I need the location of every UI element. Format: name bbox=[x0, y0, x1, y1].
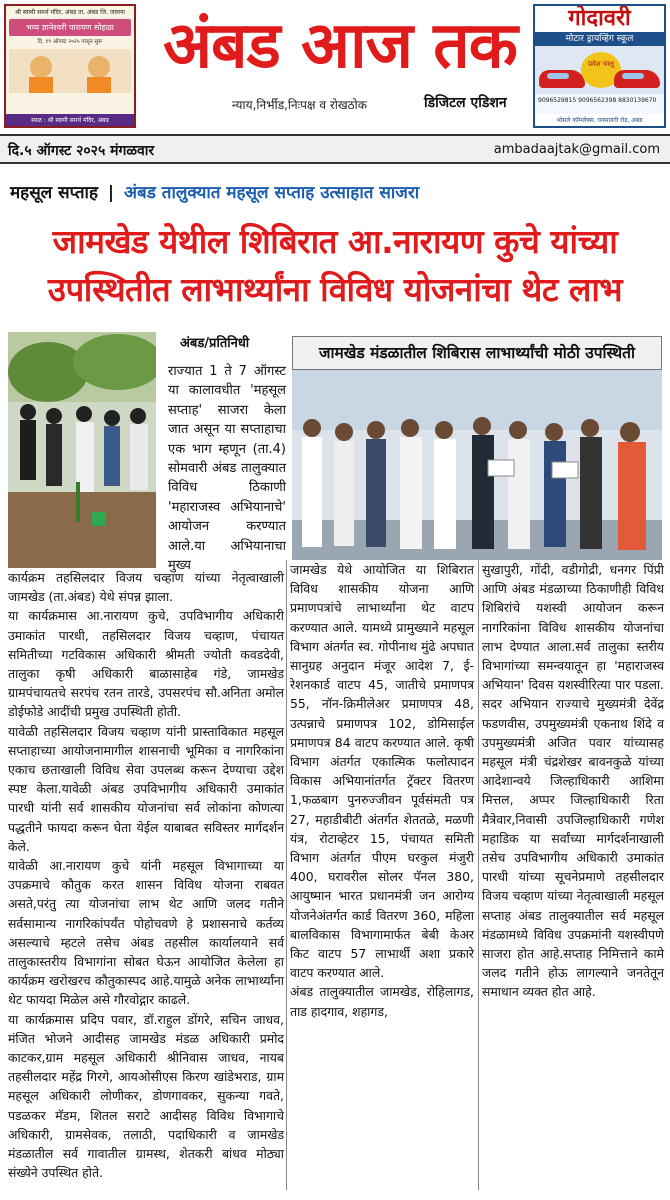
article-intro: राज्यात 1 ते 7 ऑगस्ट या कालावधीत 'महसूल सप्ताह' साजरा केला जात असून या सप्ताहाचा एक भाग म्हणून (ता.4) सोमवारी अंबड तालुक्यात विविध ठिकाणी 'महाराजस्व अभियानाचे' आयोजन करण्यात आले.या अभियानाचा मुख्य bbox=[168, 364, 286, 574]
article-column-middle bbox=[290, 560, 474, 1021]
right-ad-subtitle: मोटार ड्रायव्हिंग स्कूल bbox=[535, 32, 664, 46]
headline-line-1: जामखेड येथील शिबिरात आ.नारायण कुचे यांच्या bbox=[52, 222, 618, 261]
kicker-label: महसूल सप्ताह bbox=[10, 183, 98, 203]
article-paragraph: जामखेड येथे आयोजित या शिबिरात विविध शासकीय योजना आणि प्रमाणपत्रांचे लाभार्थ्यांना थेट वाटप करण्यात आले. यामध्ये प्रामुख्याने महसूल विभाग अंतर्गत स्व. गोपीनाथ मुंढे अपघात सानुग्रह अनुदान मंजूर आदेश 7, ई-रेशनकार्ड वाटप 45, जातीचे प्रमाणपत्र 55, नॉन-क्रिमीलेअर प्रमाणपत्र 48, उत्पन्नाचे प्रमाणपत्र 102, डोमिसाईल प्रमाणपत्र 84 वाटप करण्यात आले. कृषी विभाग अंतर्गत एकात्मिक फलोत्पादन विकास अभियानांतर्गत ट्रॅक्टर वितरण 1,फळबाग पुनरुज्जीवन पूर्वसंमती पत्र 27, महाडीबीटी अंतर्गत शेततळे, मळणी यंत्र, रोटाव्हेटर 15, पंचायत समिती विभाग अंतर्गत पीएम घरकुल मंजुरी 400, घरावरील सोलर पॅनल 380, आयुष्मान भारत प्रधानमंत्री जन आरोग्य योजनेअंतर्गत कार्ड वितरण 360, महिला बालविकास विभागामार्फत बेबी केअर किट वाटप 57 लाभार्थी अशा प्रकारे वाटप करण्यात आले. bbox=[290, 562, 474, 981]
left-ad-footer: स्थळ : श्री स्वामी समर्थ मंदिर, अंबड bbox=[6, 114, 134, 126]
article-paragraph: या कार्यक्रमास आ.नारायण कुचे, उपविभागीय अधिकारी उमाकांत पारधी, तहसिलदार विजय चव्हाण, पंचायत समितीच्या गटविकास अधिकारी श्रीमती ज्योती कवडदेवी, तालुका कृषी अधिकारी बाळासाहेब गंडे, जामखेड ग्रामपंचायतचे सरपंच रतन तारडे, उपसरपंच सौ.अनिता अमोल डोईफोडे आदींची प्रमुख उपस्थिती होती. bbox=[8, 608, 284, 720]
masthead bbox=[0, 0, 670, 132]
right-advertisement bbox=[533, 4, 666, 128]
article-paragraph: या कार्यक्रमास प्रदिप पवार, डॉ.राहुल डोंगरे, सचिन जाधव, मंजित भोजने आदीसह जामखेड मंडळ अधिकारी प्रमोद काटकर,ग्राम महसूल अधिकारी श्रीनिवास जाधव, नायब तहसीलदार महेंद्र गिरगे, आयओसीएस किरण खांडेभराड, ग्राम महसूल अधिकारी लोणीकर, डोणगावकर, सुकन्या गवते, पडळकर मॅडम, शितल सराटे आदीसह विविध विभागाचे अधिकारी, ग्रामसेवक, तलाठी, पदाधिकारी व जामखेड मंडळातील सर्व गावातील ग्रामस्थ, शेतकरी बांधव मोठ्या संख्येने उपस्थित होते. bbox=[8, 1011, 284, 1181]
article-paragraph: यावेळी आ.नारायण कुचे यांनी महसूल विभागाच्या या उपक्रमाचे कौतुक करत शासन विविध योजना राबवत असते,परंतु त्या योजनांचा लाभ थेट आणि जलद गतीने सर्वसामान्य नागरिकांपर्यंत पोहोचवणे हे प्रशासनाचे कर्तव्य असल्याचे म्हटले तसेच अंबड तहसील कार्यालयाने सर्व तालुकास्तरीय विभागांना सोबत घेऊन आयोजित केलेला हा कार्यक्रम खरोखरच कौतुकास्पद आहे.यामुळे अनेक लाभार्थ्यांना थेट फायदा मिळेल असे गौरवोद्गार काढले. bbox=[8, 858, 284, 1008]
column-divider bbox=[286, 560, 287, 1190]
left-ad-body: दि. १९ ऑगस्ट २०२५ पासून सुरू bbox=[37, 39, 103, 45]
photo-caption: जामखेड मंडळातील शिबिरास लाभार्थ्यांची मोठी उपस्थिती bbox=[292, 336, 662, 370]
article-column-right bbox=[482, 560, 664, 1002]
right-ad-cars bbox=[535, 46, 664, 94]
car-icon bbox=[614, 70, 660, 88]
kicker-text: अंबड तालुक्यात महसूल सप्ताह उत्साहात साजरा bbox=[124, 183, 420, 203]
left-ad-top-text: श्री स्वामी समर्थ मंदिर, अंबड ता. अंबड जि. जालना bbox=[15, 9, 125, 16]
byline: अंबड/प्रतिनिधी bbox=[180, 336, 250, 351]
article-kicker bbox=[10, 180, 419, 203]
event-photo-large bbox=[292, 370, 662, 560]
article-paragraph: सुखापुरी, गोंदी, वडीगोद्री, धनगर पिंप्री आणि अंबड मंडळाच्या ठिकाणीही विविध शिबिरांचे यशस्वी आयोजन करून नागरिकांना विविध शासकीय योजनांचा लाभ देण्यात आला.सर्व तालुका स्तरीय विभागांच्या समन्वयातून हा 'महाराजस्व अभियान' दिवस यशस्वीरित्या पार पडला. सदर अभियान राज्याचे मुख्यमंत्री देवेंद्र फडणवीस, उपमुख्यमंत्री एकनाथ शिंदे व उपमुख्यमंत्री अजित पवार यांच्यासह महसूल मंत्री चंद्रशेखर बावनकुळे यांच्या आदेशान्वये जिल्हाधिकारी आशिमा मित्तल, अप्पर जिल्हाधिकारी रिता मैत्रेवार,निवासी उपजिल्हाधिकारी गणेश महाडिक या सर्वांच्या मार्गदर्शनाखाली तसेच उपविभागीय अधिकारी उमाकांत पारधी यांच्या सूचनेप्रमाणे तहसीलदार विजय चव्हाण यांच्या नेतृत्वाखाली महसूल सप्ताह अंबड तालुक्यातील सर्व महसूल मंडळामध्ये विविध उपक्रमांनी यशस्वीपणे साजरा होत आहे.सप्ताह निमित्ताने कामे जलद गतीने होऊ लागल्याने जनतेतून समाधान व्यक्त होत आहे. bbox=[482, 562, 664, 1000]
kicker-separator: | bbox=[107, 183, 115, 203]
article-paragraph: कार्यक्रम तहसिलदार विजय चव्हाण यांच्या नेतृत्वाखाली जामखेड (ता.अंबड) येथे संपन्न झाला. bbox=[8, 570, 284, 605]
car-icon bbox=[539, 70, 585, 88]
left-ad-portrait-icon bbox=[9, 49, 131, 93]
newspaper-title: अंबड आज तक bbox=[163, 9, 517, 83]
newspaper-tagline: न्याय,निर्भीड,निःपक्ष व रोखठोक bbox=[232, 98, 367, 112]
right-ad-phones: 9096529815 9096562398 8830139670 bbox=[538, 97, 657, 104]
right-ad-address: भोसले कॉम्प्लेक्स, घनसावंगी रोड, अंबड bbox=[535, 114, 664, 126]
article-column-left bbox=[8, 568, 284, 1183]
issue-date: दि.५ ऑगस्ट २०२५ मंगळवार bbox=[8, 143, 155, 159]
article-paragraph: यावेळी तहसिलदार विजय चव्हाण यांनी प्रास्ताविकात महसूल सप्ताहाच्या आयोजनामागील शासनाची भूमिका व नागरिकांना एकाच छताखाली विविध सेवा उपलब्ध करून देण्याचा उद्देश स्पष्ट केला.यावेळी अंबड उपविभागीय अधिकारी उमाकांत पारधी यांनी सर्व शासकीय योजनांचा सर्व लोकांना कोणत्या पद्धतीने फायदा करून घेता येईल याबाबत सविस्तर मार्गदर्शन केले. bbox=[8, 723, 284, 854]
headline-line-2: उपस्थितीत लाभार्थ्यांना विविध योजनांचा थेट लाभ bbox=[47, 270, 623, 309]
contact-email: ambadaajtak@gmail.com bbox=[493, 142, 660, 157]
certificate-distribution-photo-icon bbox=[292, 370, 662, 560]
left-advertisement bbox=[4, 4, 136, 128]
tree-planting-photo-icon bbox=[8, 332, 156, 568]
date-bar bbox=[0, 134, 670, 164]
right-ad-title: गोदावरी bbox=[535, 6, 664, 32]
article-paragraph: अंबड तालुक्यातील जामखेड, रोहिलागड, ताड हादगाव, शहागड, bbox=[290, 984, 474, 1019]
edition-label: डिजिटल एडिशन bbox=[424, 95, 507, 111]
event-photo-small bbox=[8, 332, 156, 568]
column-divider bbox=[478, 560, 479, 1190]
left-ad-band: भव्य ज्ञानेश्वरी पारायण सोहळा bbox=[9, 19, 131, 36]
right-ad-badge: प्रवेश चालू bbox=[581, 52, 621, 88]
